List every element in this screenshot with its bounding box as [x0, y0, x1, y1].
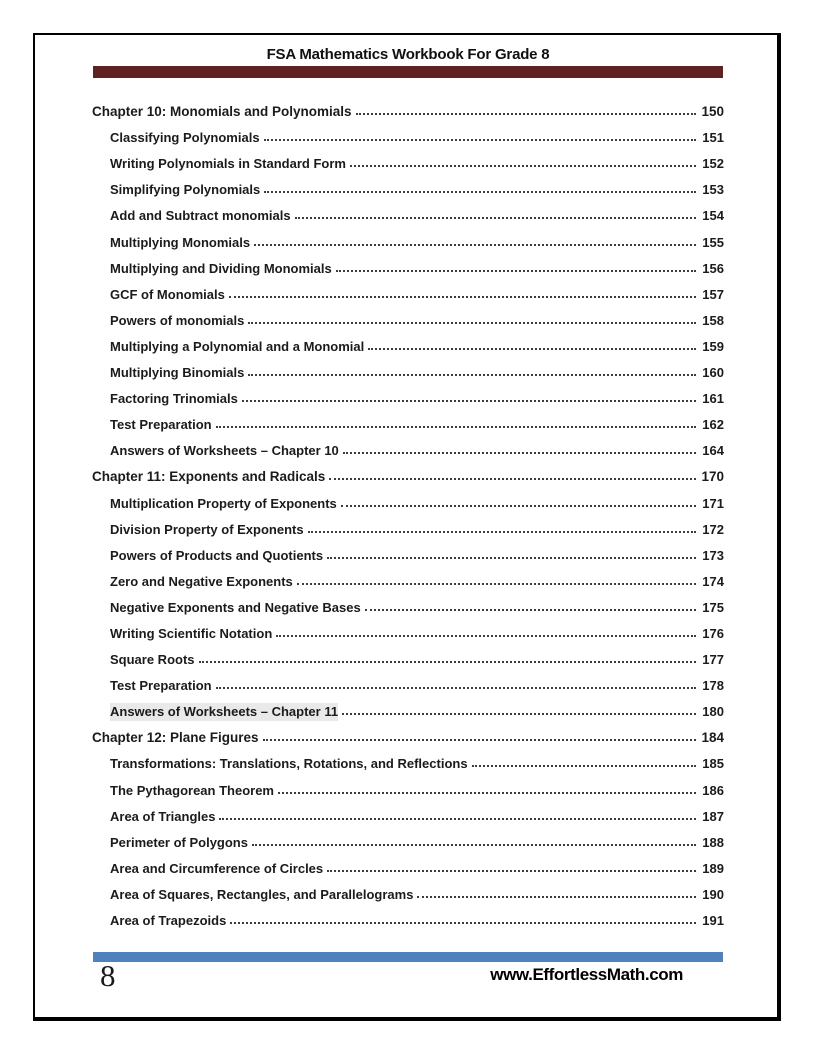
toc-entry-label: Multiplication Property of Exponents — [110, 495, 337, 511]
toc-entry-page: 180 — [702, 704, 724, 720]
toc-entry-page: 153 — [702, 182, 724, 198]
dotted-leader — [343, 451, 696, 454]
toc-entry-page: 164 — [702, 443, 724, 459]
dotted-leader — [365, 608, 696, 611]
toc-entry — [92, 278, 724, 304]
toc-entry-page: 156 — [702, 260, 724, 276]
toc-entry-label: Perimeter of Polygons — [110, 834, 248, 850]
dotted-leader — [327, 869, 696, 872]
toc-entry-label: Answers of Worksheets – Chapter 11 — [110, 704, 339, 720]
toc-entry — [92, 565, 724, 591]
toc-entry-label: Area of Triangles — [110, 808, 216, 824]
dotted-leader — [417, 895, 696, 898]
toc-entry-label: Powers of Products and Quotients — [110, 547, 324, 563]
toc-entry-label: Zero and Negative Exponents — [110, 573, 293, 589]
toc-entry-label: Multiplying and Dividing Monomials — [110, 260, 332, 276]
toc-entry — [92, 852, 724, 878]
dotted-leader — [278, 791, 696, 794]
toc-entry — [92, 721, 724, 747]
toc-entry — [92, 617, 724, 643]
toc-entry — [92, 304, 724, 330]
toc-entry — [92, 460, 724, 486]
toc-entry-page: 177 — [702, 652, 724, 668]
toc-entry-label: Chapter 10: Monomials and Polynomials — [92, 104, 352, 120]
footer-website-link[interactable]: www.EffortlessMath.com — [490, 965, 683, 984]
document-header-title: FSA Mathematics Workbook For Grade 8 — [266, 46, 550, 63]
toc-entry-label: Writing Scientific Notation — [110, 625, 273, 641]
toc-entry — [92, 747, 724, 773]
toc-entry — [92, 434, 724, 460]
footer-page-number: 8 — [100, 958, 116, 993]
toc-entry-label: Factoring Trinomials — [110, 391, 238, 407]
toc-entry-label: The Pythagorean Theorem — [110, 782, 274, 798]
toc-entry-page: 184 — [701, 730, 724, 746]
dotted-leader — [219, 817, 696, 820]
toc-entry-label: Writing Polynomials in Standard Form — [110, 156, 346, 172]
toc-entry-label: Add and Subtract monomials — [110, 208, 291, 224]
dotted-leader — [248, 373, 696, 376]
dotted-leader — [472, 764, 696, 767]
toc-entry-page: 175 — [702, 599, 724, 615]
toc-entry — [92, 408, 724, 434]
toc-entry-label: Multiplying Binomials — [110, 365, 245, 381]
toc-entry-page: 159 — [702, 338, 724, 354]
dotted-leader — [276, 634, 696, 637]
toc-entry — [92, 147, 724, 173]
dotted-leader — [342, 712, 696, 715]
toc-entry-label: Negative Exponents and Negative Bases — [110, 599, 361, 615]
toc-entry-page: 150 — [701, 104, 724, 120]
toc-entry — [92, 95, 724, 121]
toc-entry — [92, 513, 724, 539]
toc-entry — [92, 330, 724, 356]
dotted-leader — [230, 921, 696, 924]
toc-entry-page: 188 — [702, 834, 724, 850]
toc-entry-page: 191 — [702, 913, 724, 928]
toc-entry-label: Test Preparation — [110, 678, 212, 694]
toc-entry-label: Chapter 11: Exponents and Radicals — [92, 469, 326, 485]
dotted-leader — [216, 686, 696, 689]
dotted-leader — [350, 164, 696, 167]
toc-entry-label: Square Roots — [110, 652, 195, 668]
toc-entry-page: 173 — [702, 547, 724, 563]
dotted-leader — [368, 347, 696, 350]
toc-entry — [92, 199, 724, 225]
toc-entry — [92, 800, 724, 826]
toc-entry — [92, 382, 724, 408]
dotted-leader — [329, 477, 696, 480]
toc-entry — [92, 643, 724, 669]
dotted-leader — [263, 738, 696, 741]
dotted-leader — [254, 243, 696, 246]
toc-entry-label: Area of Squares, Rectangles, and Parallelograms — [110, 886, 414, 902]
dotted-leader — [336, 269, 696, 272]
toc-entry-page: 170 — [701, 469, 724, 485]
toc-entry — [92, 486, 724, 512]
toc-entry-page: 187 — [702, 808, 724, 824]
toc-entry — [92, 121, 724, 147]
toc-entry-page: 162 — [702, 417, 724, 433]
toc-entry-label: Test Preparation — [110, 417, 212, 433]
toc-entry-page: 171 — [702, 495, 724, 511]
toc-entry — [92, 669, 724, 695]
toc-entry-label: Multiplying Monomials — [110, 234, 251, 250]
toc-entry-label: Classifying Polynomials — [110, 130, 260, 146]
toc-entry-page: 190 — [702, 886, 724, 902]
header-rule — [93, 66, 723, 78]
dotted-leader — [327, 556, 696, 559]
toc-entry — [92, 826, 724, 852]
toc-entry-page: 157 — [702, 286, 724, 302]
dotted-leader — [199, 660, 696, 663]
toc-entry-page: 154 — [702, 208, 724, 224]
toc-entry-page: 160 — [702, 365, 724, 381]
toc-entry — [92, 878, 724, 904]
toc-entry — [92, 773, 724, 799]
dotted-leader — [341, 504, 696, 507]
toc-entry-label: GCF of Monomials — [110, 286, 225, 302]
toc-entry-page: 178 — [702, 678, 724, 694]
toc-entry-page: 185 — [702, 756, 724, 772]
toc-entry-label: Chapter 12: Plane Figures — [92, 730, 259, 746]
dotted-leader — [295, 216, 696, 219]
dotted-leader — [242, 399, 696, 402]
dotted-leader — [356, 112, 696, 115]
dotted-leader — [229, 295, 696, 298]
toc-entry-label: Transformations: Translations, Rotations, and Reflections — [110, 756, 468, 772]
dotted-leader — [252, 843, 696, 846]
toc-entry-page: 172 — [702, 521, 724, 537]
toc-entry — [92, 356, 724, 382]
toc-entry-page: 152 — [702, 156, 724, 172]
toc-entry — [92, 904, 724, 930]
dotted-leader — [297, 582, 696, 585]
toc-entry-page: 161 — [702, 391, 724, 407]
toc-entry — [92, 695, 724, 721]
toc-entry — [92, 252, 724, 278]
toc-list — [92, 95, 724, 930]
toc-entry-page: 176 — [702, 625, 724, 641]
toc-entry-label: Area of Trapezoids — [110, 913, 227, 928]
dotted-leader — [308, 530, 696, 533]
dotted-leader — [248, 321, 696, 324]
toc-entry-label: Answers of Worksheets – Chapter 10 — [110, 443, 339, 459]
toc-entry-page: 189 — [702, 860, 724, 876]
toc-entry — [92, 539, 724, 565]
dotted-leader — [264, 190, 696, 193]
footer-rule — [93, 952, 723, 962]
toc-entry-page: 186 — [702, 782, 724, 798]
dotted-leader — [264, 138, 696, 141]
toc-entry — [92, 225, 724, 251]
toc-entry-page: 158 — [702, 312, 724, 328]
toc-entry-page: 174 — [702, 573, 724, 589]
toc-entry-label: Powers of monomials — [110, 312, 245, 328]
toc-entry-label: Simplifying Polynomials — [110, 182, 261, 198]
toc-entry — [92, 591, 724, 617]
toc-entry-label: Area and Circumference of Circles — [110, 860, 324, 876]
toc-entry-label: Multiplying a Polynomial and a Monomial — [110, 338, 365, 354]
toc-entry-page: 151 — [702, 130, 724, 146]
toc-entry-label: Division Property of Exponents — [110, 521, 304, 537]
toc-entry — [92, 173, 724, 199]
toc-entry-page: 155 — [702, 234, 724, 250]
dotted-leader — [216, 425, 696, 428]
